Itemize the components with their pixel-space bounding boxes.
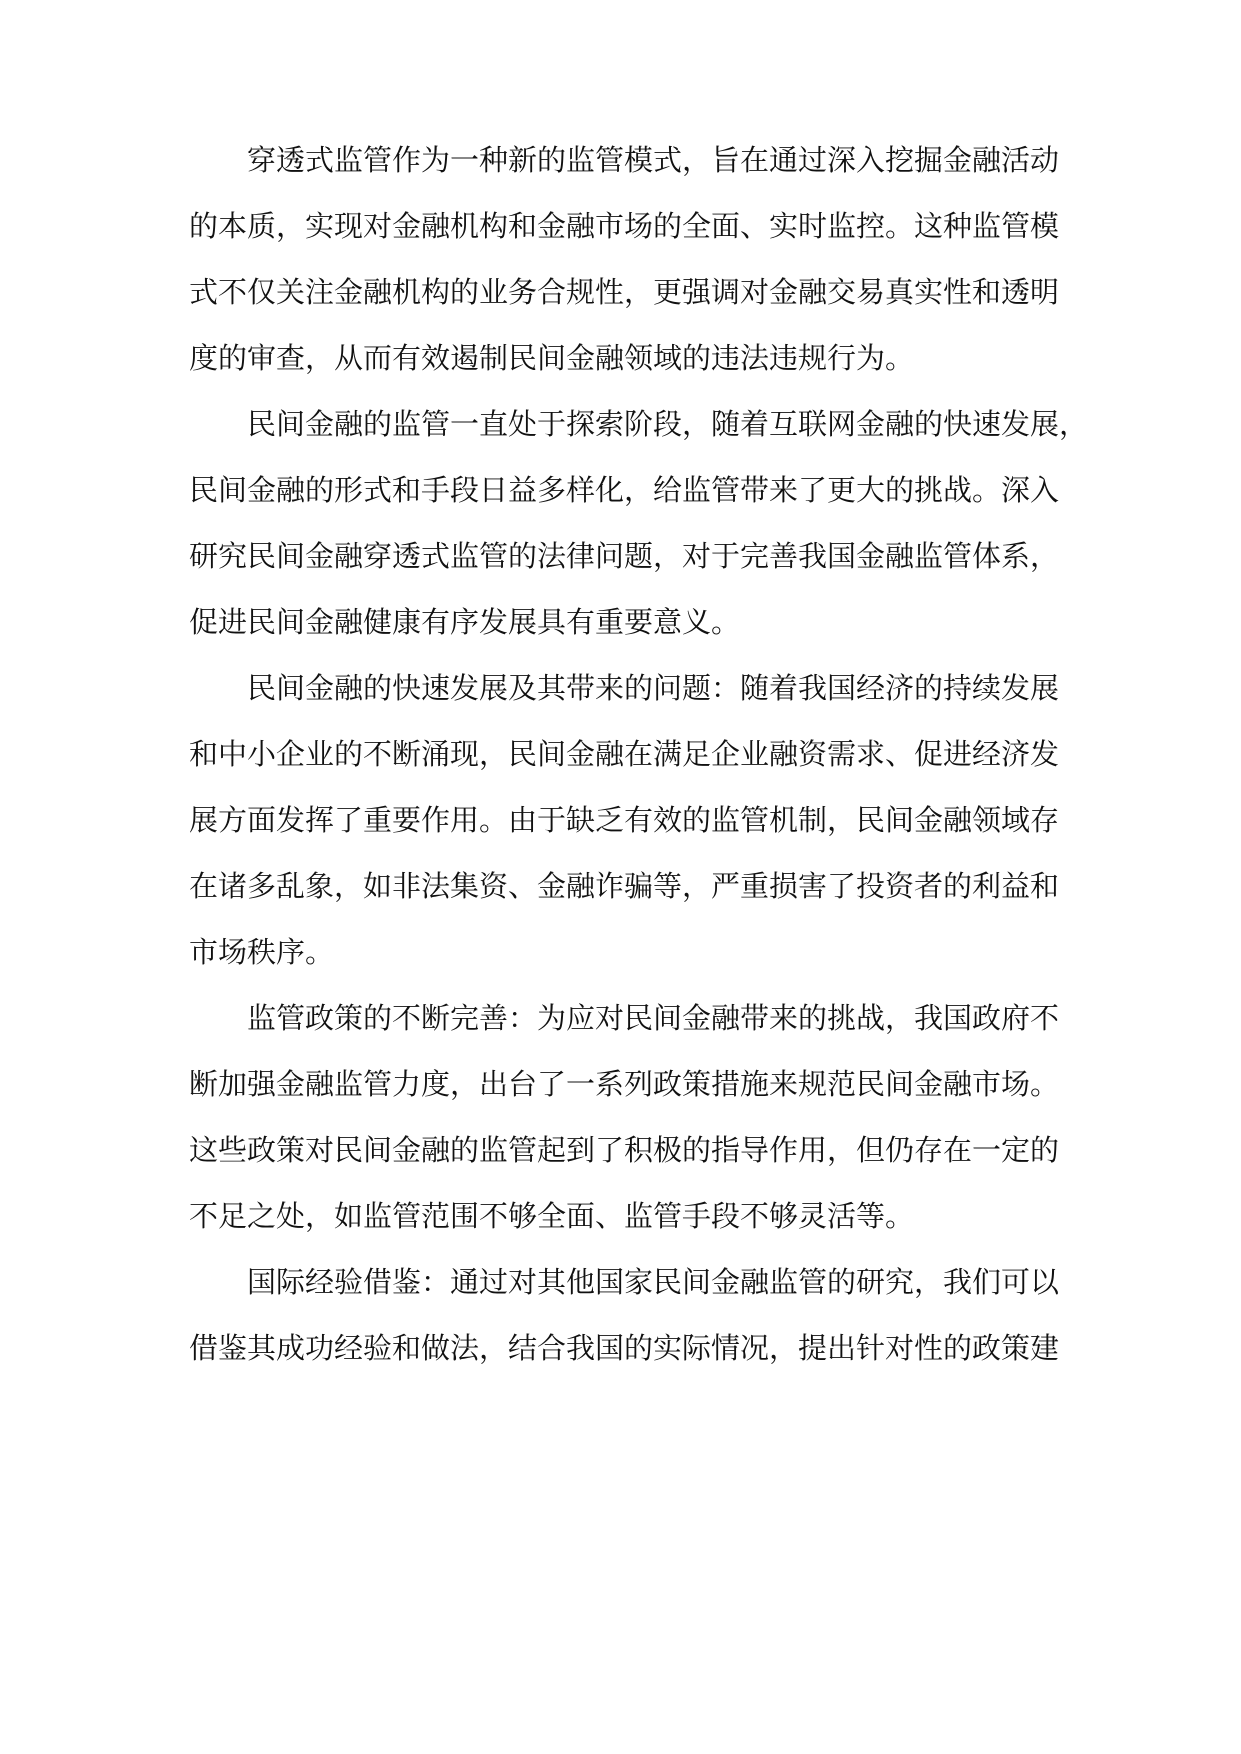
- paragraph-3-line-2: 和中小企业的不断涌现，民间金融在满足企业融资需求、促进经济发: [189, 737, 1060, 771]
- paragraph-5-line-1: 国际经验借鉴：通过对其他国家民间金融监管的研究，我们可以: [247, 1265, 1060, 1299]
- paragraph-3-line-4: 在诸多乱象，如非法集资、金融诈骗等，严重损害了投资者的利益和: [189, 869, 1060, 903]
- paragraph-1-line-1: 穿透式监管作为一种新的监管模式，旨在通过深入挖掘金融活动: [247, 143, 1060, 177]
- paragraph-4-line-3: 这些政策对民间金融的监管起到了积极的指导作用，但仍存在一定的: [189, 1133, 1060, 1167]
- paragraph-1-line-3: 式不仅关注金融机构的业务合规性，更强调对金融交易真实性和透明: [189, 275, 1060, 309]
- paragraph-3-line-3: 展方面发挥了重要作用。由于缺乏有效的监管机制，民间金融领域存: [189, 803, 1060, 837]
- paragraph-1-line-4: 度的审查，从而有效遏制民间金融领域的违法违规行为。: [189, 341, 915, 375]
- paragraph-3-line-5: 市场秩序。: [189, 935, 335, 969]
- paragraph-4-line-1: 监管政策的不断完善：为应对民间金融带来的挑战，我国政府不: [247, 1001, 1060, 1035]
- paragraph-3-line-1: 民间金融的快速发展及其带来的问题：随着我国经济的持续发展: [247, 671, 1060, 705]
- paragraph-2-line-1: 民间金融的监管一直处于探索阶段，随着互联网金融的快速发展，: [247, 407, 1089, 441]
- paragraph-4-line-4: 不足之处，如监管范围不够全面、监管手段不够灵活等。: [189, 1199, 915, 1233]
- paragraph-4-line-2: 断加强金融监管力度，出台了一系列政策措施来规范民间金融市场。: [189, 1067, 1060, 1101]
- paragraph-1-line-2: 的本质，实现对金融机构和金融市场的全面、实时监控。这种监管模: [189, 209, 1060, 243]
- paragraph-2-line-3: 研究民间金融穿透式监管的法律问题，对于完善我国金融监管体系，: [189, 539, 1060, 573]
- paragraph-2-line-2: 民间金融的形式和手段日益多样化，给监管带来了更大的挑战。深入: [189, 473, 1060, 507]
- paragraph-5-line-2: 借鉴其成功经验和做法，结合我国的实际情况，提出针对性的政策建: [189, 1331, 1060, 1365]
- paragraph-2-line-4: 促进民间金融健康有序发展具有重要意义。: [189, 605, 741, 639]
